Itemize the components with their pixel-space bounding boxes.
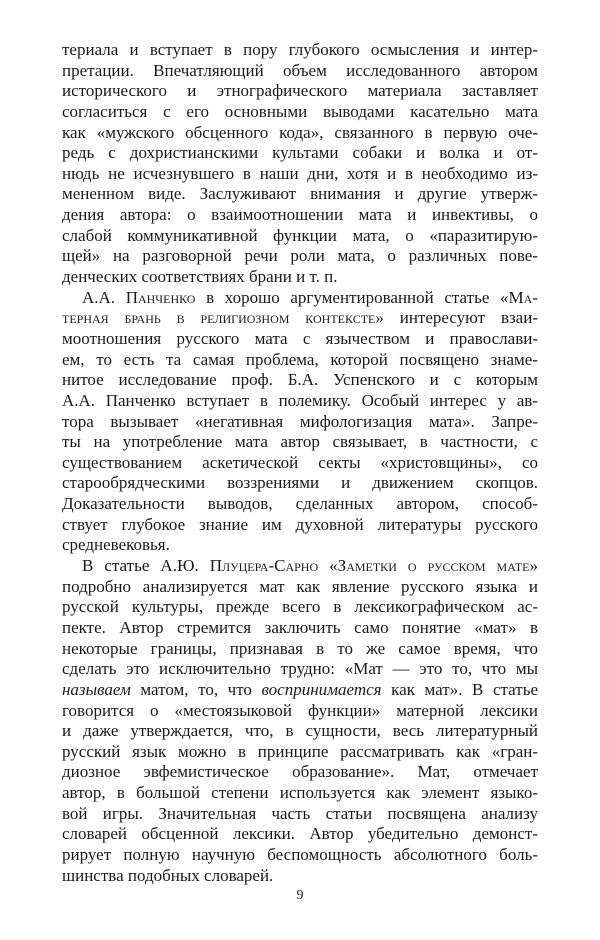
text-line [62,246,538,267]
text-line [62,184,538,205]
small-caps-text: терная брань в религиозном контексте [62,308,376,328]
text-segment: русской культуры, прежде всего в лексикографическом ас- [62,597,538,617]
text-segment: « [318,556,338,576]
text-line [62,288,538,309]
text-segment: слабой коммуникативной функции мата, о «паразитирую- [62,225,538,245]
text-segment: сделать это исключительно трудно: «Мат — это то, что мы [62,659,538,679]
text-line [62,556,538,577]
text-line [62,659,538,680]
text-segment: ствует глубокое знание им духовной литературы русского [62,514,538,534]
text-segment: русский язык можно в принципе рассматривать как «гран- [62,741,538,761]
text-segment: мененном виде. Заслуживают внимания и другие утверж- [62,184,538,204]
text-segment: Доказательности выводов, сделанных автором, способ- [62,494,538,514]
text-line [62,515,538,536]
text-segment: существованием аскетической секты «христовщины», со [62,452,538,472]
text-segment: нитое исследование проф. Б.А. Успенского и с которым [62,370,538,390]
text-segment: матом, то, что [130,679,262,699]
text-line [62,762,538,783]
text-line [62,350,538,371]
text-segment: » интересуют взаи- [375,308,538,328]
text-line [62,494,538,515]
text-line [62,577,538,598]
text-segment: автор, в большой степени используется как элемент языко- [62,783,538,803]
page-number: 9 [296,888,304,903]
text-segment: териала и вступает в пору глубокого осмысления и интер- [62,40,538,59]
text-segment: словарей обсценной лексики. Автор убедительно демонст- [62,824,538,844]
text-segment: вой игры. Значительная часть статьи посвящена анализу [62,803,538,823]
text-segment: А.А. Панченко вступает в полемику. Особый интерес у ав- [62,390,538,410]
text-segment: ты на употребление мата автор связывает, в частности, с [62,432,538,452]
italic-text: называем [62,679,131,699]
text-line [62,701,538,722]
text-segment: как «мужского обсценного кода», связанного в первую оче- [62,122,538,142]
small-caps-text: Заметки о русском мате [337,556,530,576]
text-line [62,102,538,123]
text-segment: щей» на разговорной речи роли мата, о различных пове- [62,246,538,266]
text-segment: А.А. [82,287,126,307]
text-segment: как мат». В статье [381,679,538,699]
text-line [62,680,538,701]
text-line [62,391,538,412]
text-segment: нюдь не исчезнувшего в наши дни, хотя и в необходимо из- [62,163,538,183]
italic-text: воспринимается [261,679,382,699]
text-segment: средневековья. [62,535,170,555]
text-segment: денческих соответствиях брани и т. п. [62,267,338,287]
text-line [62,845,538,866]
text-segment: моотношения русского мата с язычеством и православи- [62,328,538,348]
text-segment: согласиться с его основными выводами касательно мата [62,101,538,121]
text-segment: диозное эвфемистическое образование». Мат, отмечает [62,762,538,782]
text-segment: старообрядческими воззрениями и движением скопцов. [62,473,538,493]
text-line [62,329,538,350]
small-caps-text: Плуцера-Сарно [209,556,319,576]
text-line [62,61,538,82]
text-segment: редь с дохристианскими культами собаки и волка и от- [62,143,538,163]
text-line [62,783,538,804]
text-segment: говорится о «местоязыковой функции» матерной лексики [62,700,538,720]
text-segment: ем, то есть та самая проблема, которой посвящено знаме- [62,349,538,369]
text-line [62,473,538,494]
text-line [62,639,538,660]
text-line [62,267,538,288]
text-segment: дения автора: о взаимоотношении мата и инвективы, о [62,205,538,225]
text-line [62,824,538,845]
text-segment: тора вызывает «негативная мифологизация мата». Запре- [62,411,538,431]
text-line [62,40,538,61]
text-line [62,308,538,329]
text-line [62,205,538,226]
small-caps-text: Ма- [508,287,538,307]
text-segment: » [529,556,539,576]
text-segment: и даже утверждается, что, в сущности, весь литературный [62,721,538,741]
text-line [62,721,538,742]
text-segment: исторического и этнографического материала заставляет [62,81,538,101]
text-line [62,370,538,391]
text-segment: некоторые границы, признавая в то же самое время, что [62,638,538,658]
text-line [62,597,538,618]
text-segment: подробно анализируется мат как явление русского языка и [62,576,538,596]
text-segment: шинства подобных словарей. [62,865,274,885]
text-segment: в хорошо аргументированной статье « [195,287,509,307]
text-line [62,742,538,763]
text-line [62,412,538,433]
text-line [62,866,538,887]
page-body-text [62,40,538,886]
text-line [62,535,538,556]
small-caps-text: Панченко [125,287,196,307]
text-segment: претации. Впечатляющий объем исследованного автором [62,60,538,80]
text-segment: пекте. Автор стремится заключить само понятие «мат» в [62,617,538,637]
text-line [62,143,538,164]
text-line [62,81,538,102]
text-line [62,432,538,453]
text-line [62,453,538,474]
text-segment: рирует полную научную беспомощность абсолютного боль- [62,844,538,864]
text-line [62,804,538,825]
text-line [62,618,538,639]
text-line [62,123,538,144]
text-segment: В статье А.Ю. [82,556,210,576]
text-line [62,164,538,185]
text-line [62,226,538,247]
